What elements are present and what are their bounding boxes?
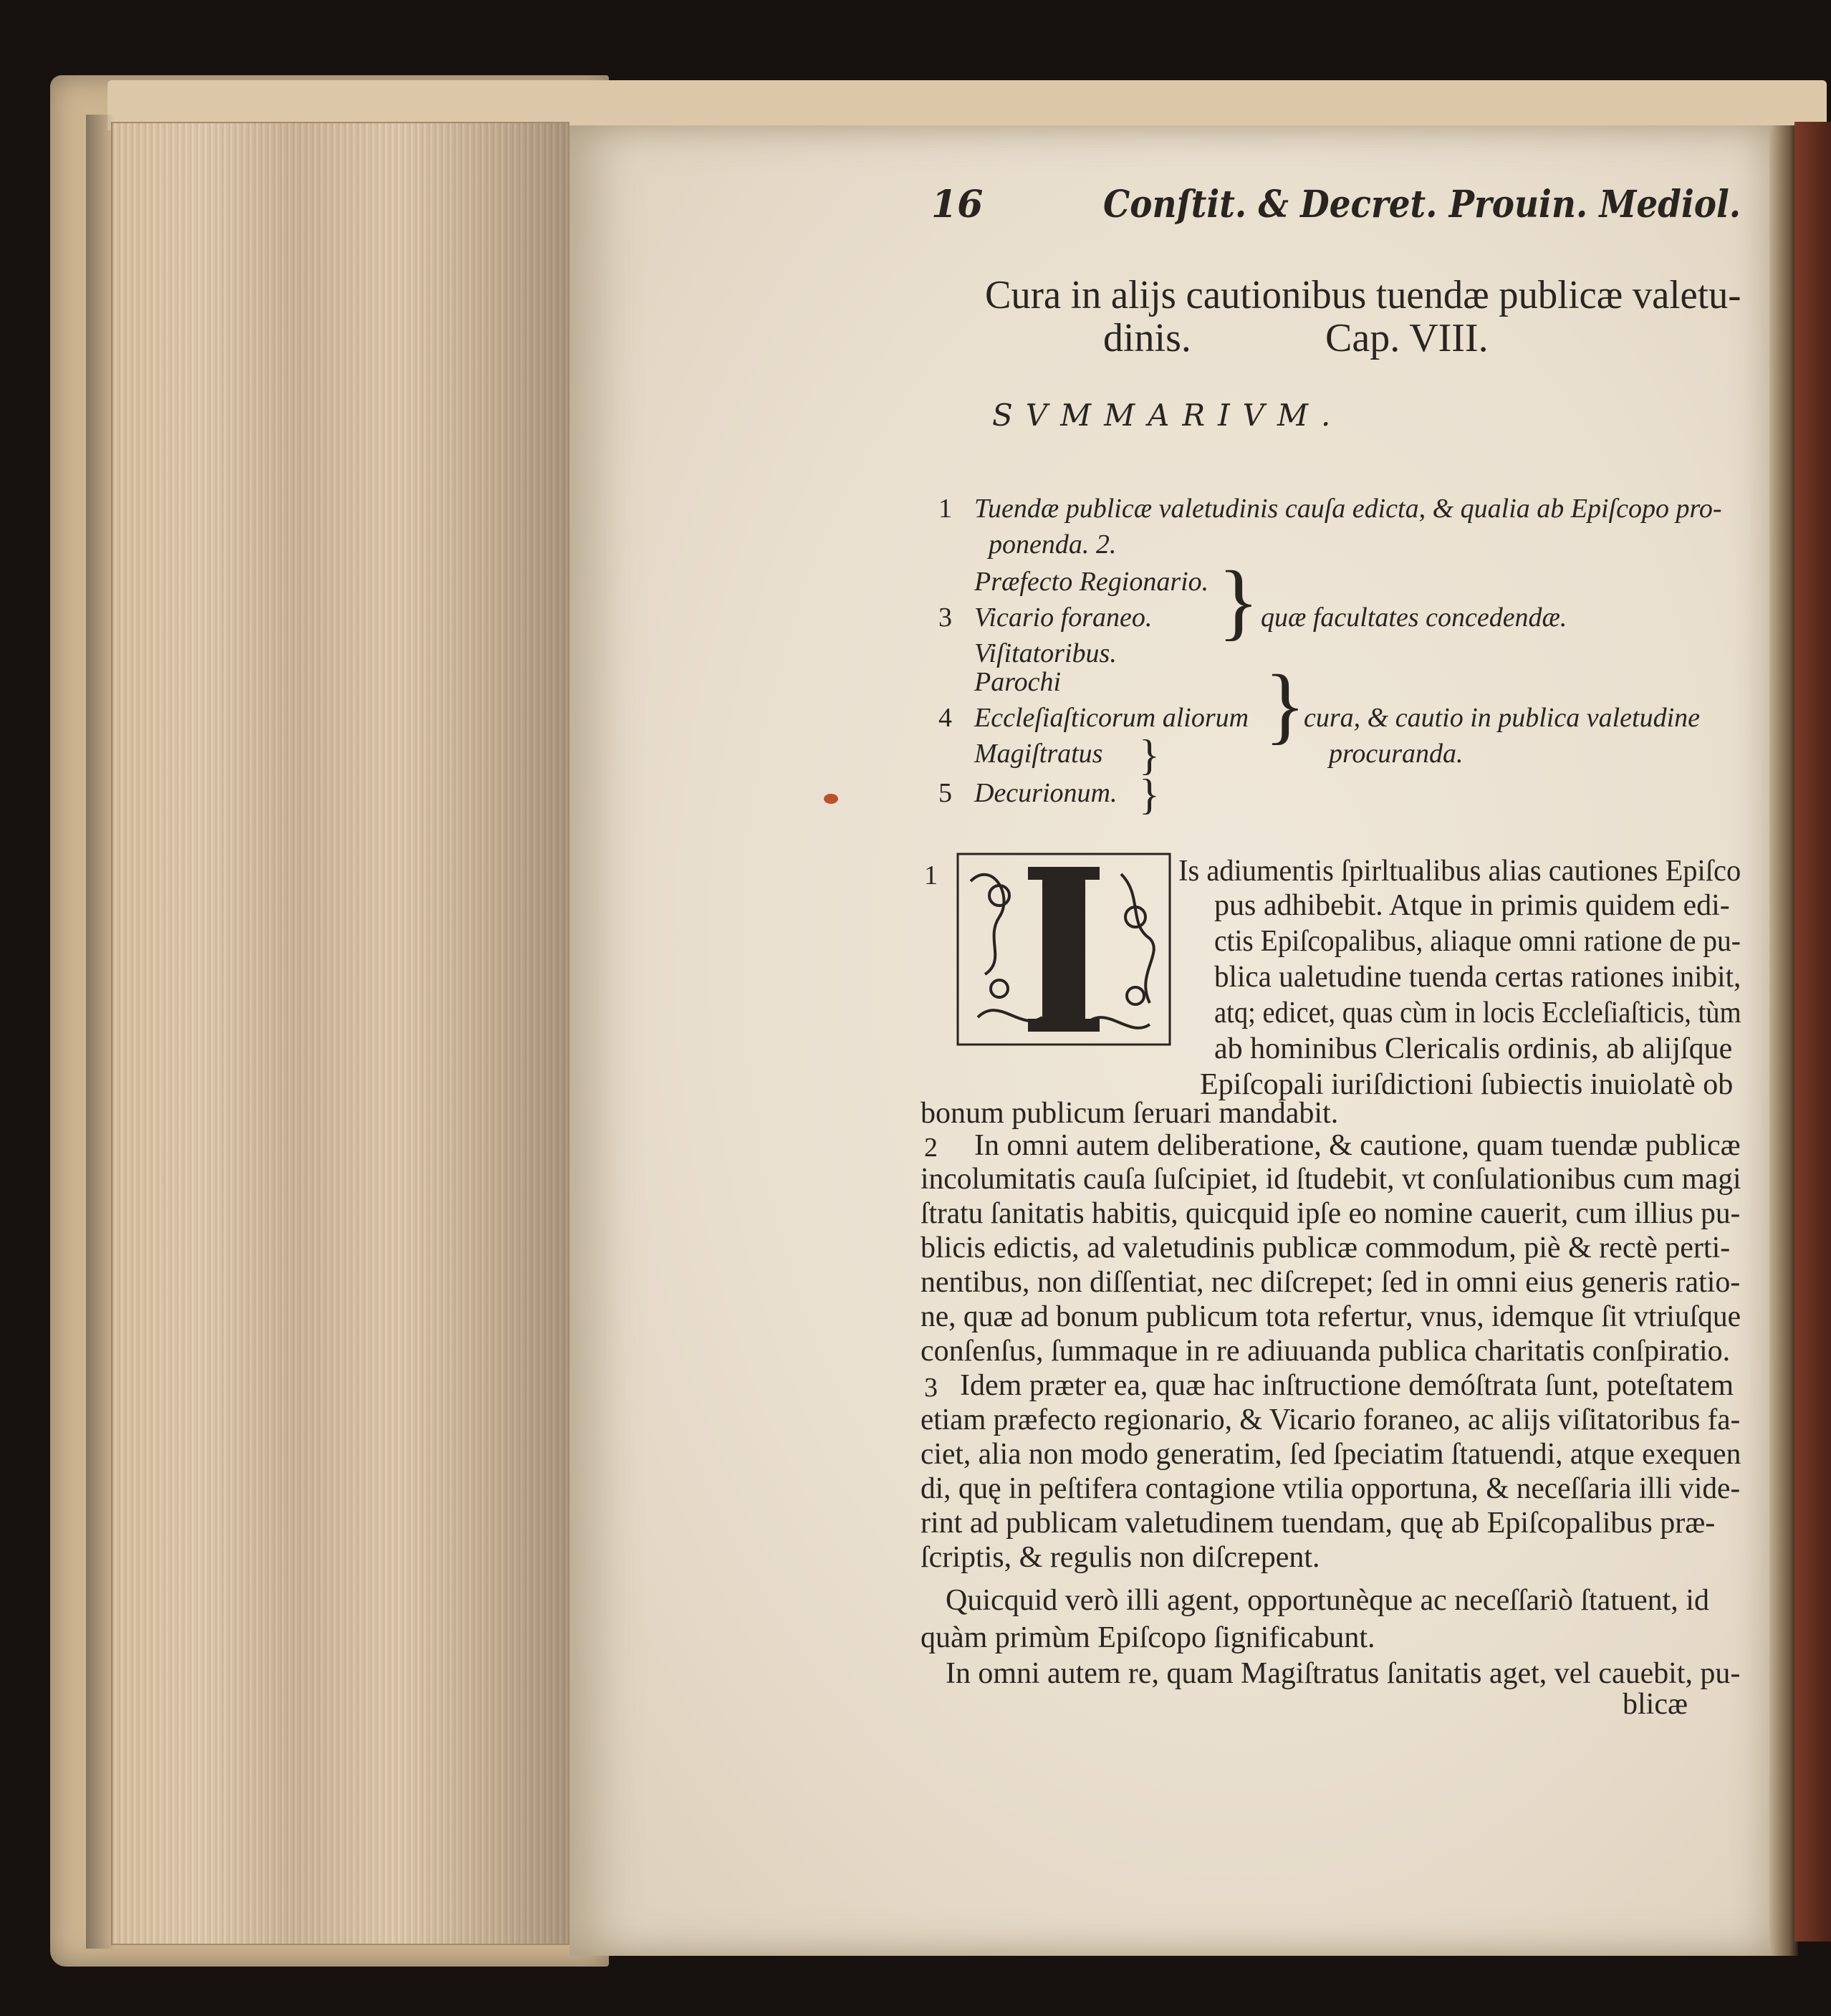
body-line: ciet, alia non modo generatim, ſed ſpeciatim ſtatuendi, atque exequen (921, 1438, 1741, 1471)
summary-brace-note: procuranda. (1329, 739, 1464, 769)
body-line: ſcriptis, & regulis non diſcrepent. (921, 1541, 1320, 1574)
summary-num: 1 (938, 494, 952, 524)
summary-item: Præfecto Regionario. (974, 567, 1209, 597)
summary-item: Tuendæ publicæ valetudinis cauſa edicta, & qualia ab Epiſcopo pro- (974, 494, 1722, 524)
summary-item: Parochi (974, 667, 1062, 697)
paragraph-num: 2 (924, 1133, 938, 1163)
decorated-initial-I-icon (956, 853, 1171, 1046)
catchword: blicæ (1623, 1688, 1688, 1721)
summary-brace-small: } (1139, 771, 1160, 818)
summary-brace: } (1264, 657, 1306, 752)
summary-item: ponenda. 2. (989, 529, 1117, 560)
page-number: 16 (931, 183, 984, 226)
body-line: Is adiumentis ſpirltualibus alias cautiones Epiſco (1178, 855, 1741, 888)
summary-item: Vicario foraneo. (974, 603, 1153, 633)
summary-item: Magiſtratus (974, 739, 1103, 769)
page-edge-shadow (86, 115, 115, 1949)
body-line: rint ad publicam valetudinem tuendam, quę ab Epiſcopalibus præ- (921, 1507, 1716, 1540)
summary-brace-note: quæ facultates concedendæ. (1261, 603, 1567, 633)
summary-brace: } (1218, 553, 1259, 648)
body-line: blica ualetudine tuenda certas rationes inibit, (1214, 961, 1741, 994)
body-line: nentibus, non diſſentiat, nec diſcrepet; ſed in omni eius generis ratio- (921, 1266, 1741, 1299)
chapter-title-line1: Cura in alijs cautionibus tuendæ publicæ valetu- (985, 273, 1741, 317)
summary-item: Eccleſiaſticorum aliorum (974, 703, 1249, 733)
body-line: conſenſus, ſummaque in re adiuuanda publica charitatis conſpiratio. (921, 1335, 1731, 1368)
body-line: blicis edictis, ad valetudinis publicæ commodum, piè & rectè perti- (921, 1232, 1731, 1264)
body-line: atq; edicet, quas cùm in locis Eccleſiaſticis, tùm (1214, 997, 1741, 1029)
paragraph-num: 1 (924, 860, 938, 891)
body-line: ctis Epiſcopalibus, aliaque omni ratione de pu- (1214, 925, 1741, 958)
body-line: pus adhibebit. Atque in primis quidem edi- (1214, 889, 1730, 922)
book-gutter (1769, 125, 1798, 1956)
summary-brace-note: cura, & cautio in publica valetudine (1304, 703, 1701, 733)
body-line: etiam præfecto regionario, & Vicario foraneo, ac alijs viſitatoribus fa- (921, 1403, 1741, 1436)
body-line: ne, quæ ad bonum publicum tota refertur, vnus, idemque ſit vtriuſque (921, 1300, 1741, 1333)
body-line: Idem præter ea, quæ hac inſtructione demóſtrata ſunt, poteſtatem (960, 1369, 1734, 1402)
body-line: bonum publicum ſeruari mandabit. (921, 1097, 1339, 1130)
body-line: quàm primùm Epiſcopo ſignificabunt. (921, 1621, 1375, 1654)
summary-item: Decurionum. (974, 778, 1118, 808)
chapter-title-line2: dinis. (1103, 316, 1191, 360)
summary-num: 4 (938, 703, 952, 733)
body-line: In omni autem re, quam Magiſtratus ſanitatis aget, vel cauebit, pu- (946, 1657, 1741, 1690)
right-page-edge (1794, 122, 1831, 1941)
running-title: Conſtit. & Decret. Prouin. Mediol. (1103, 183, 1741, 226)
summary-item: Viſitatoribus. (974, 638, 1117, 668)
summary-brace-small: } (1139, 731, 1160, 779)
ink-speck (824, 794, 838, 804)
body-line: incolumitatis cauſa ſuſcipiet, id ſtudebit, vt conſulationibus cum magi (921, 1163, 1741, 1196)
page-edges-stack (111, 122, 570, 1945)
body-line: di, quę in peſtifera contagione vtilia opportuna, & neceſſaria illi vide- (921, 1472, 1741, 1505)
body-line: Epiſcopali iuriſdictioni ſubiectis inuiolatè ob (1200, 1068, 1734, 1101)
paragraph-num: 3 (924, 1373, 938, 1403)
body-line: Quicquid verò illi agent, opportunèque ac neceſſariò ſtatuent, id (946, 1584, 1709, 1617)
body-line: ſtratu ſanitatis habitis, quicquid ipſe eo nomine cauerit, cum illius pu- (921, 1197, 1741, 1230)
body-line: In omni autem deliberatione, & cautione, quam tuendæ publicæ (974, 1129, 1741, 1162)
summary-title: SVMMARIVM. (992, 398, 1344, 433)
chapter-number: Cap. VIII. (1325, 316, 1489, 360)
summary-num: 3 (938, 603, 952, 633)
body-line: ab hominibus Clericalis ordinis, ab alijſque (1214, 1032, 1733, 1065)
summary-num: 5 (938, 778, 952, 808)
